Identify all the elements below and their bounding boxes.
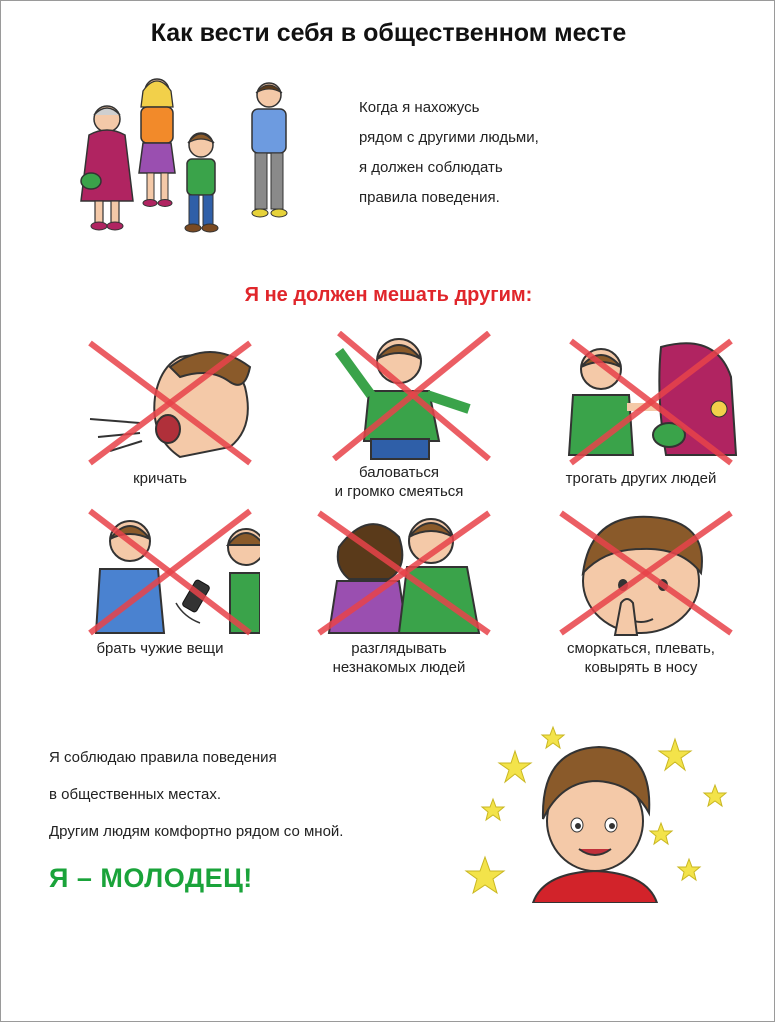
intro-line: рядом с другими людьми,: [359, 129, 539, 146]
intro-line: правила поведения.: [359, 189, 500, 206]
rules-heading: Я не должен мешать другим:: [244, 284, 533, 306]
happy-boy-illustration: [463, 723, 733, 903]
rule-caption: разглядывать незнакомых людей: [332, 640, 466, 676]
grandmother-figure: [81, 106, 133, 230]
rule-caption: баловаться и громко смеяться: [334, 464, 464, 500]
rule-caption: брать чужие вещи: [96, 640, 224, 657]
page-title: Как вести себя в общественном месте: [150, 19, 627, 47]
boy-figure: [185, 133, 218, 232]
rule-card-staring: [284, 507, 514, 677]
intro-line: Когда я нахожусь: [359, 99, 480, 116]
outro-text: [49, 746, 343, 857]
people-group-illustration: [69, 73, 319, 238]
outro-line: Я соблюдаю правила поведения: [49, 749, 277, 766]
bravo-text: Я – МОЛОДЕЦ!: [49, 863, 253, 893]
rule-caption: трогать других людей: [565, 470, 717, 487]
touching-people-icon: [541, 337, 741, 467]
staring-icon: [299, 507, 499, 637]
intro-line: я должен соблюдать: [359, 159, 503, 176]
taking-phone-icon: [60, 507, 260, 637]
rule-caption: сморкаться, плевать, ковырять в носу: [567, 640, 715, 676]
rule-card-touching: [526, 337, 756, 488]
rule-caption: кричать: [133, 470, 187, 487]
outro-line: в общественных местах.: [49, 786, 221, 803]
intro-text: [359, 93, 539, 213]
nose-picking-icon: [541, 507, 741, 637]
rule-card-nose-picking: [526, 507, 756, 677]
playing-boy-icon: [299, 331, 499, 461]
rule-card-playing: [284, 331, 514, 501]
rule-card-taking-things: [45, 507, 275, 658]
father-figure: [252, 83, 287, 217]
mother-figure: [139, 79, 175, 207]
outro-line: Другим людям комфортно рядом со мной.: [49, 823, 344, 840]
rule-card-shouting: [45, 337, 275, 488]
shouting-face-icon: [60, 337, 260, 467]
